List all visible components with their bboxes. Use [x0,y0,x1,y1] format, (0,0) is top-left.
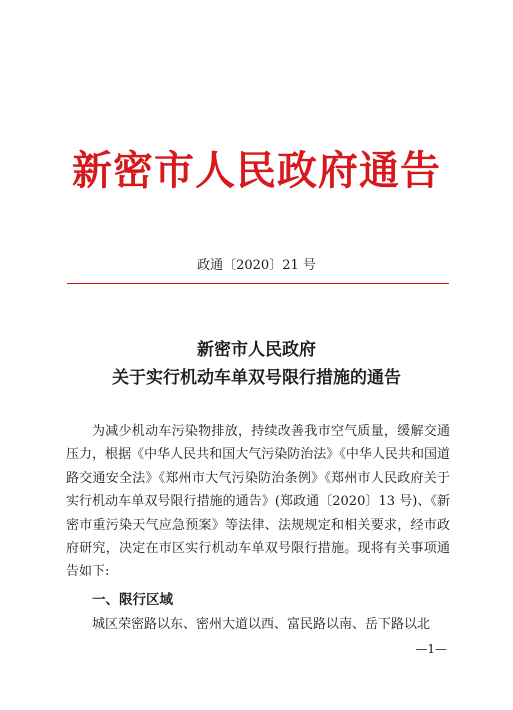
body-paragraph: 为减少机动车污染物排放，持续改善我市空气质量，缓解交通压力，根据《中华人民共和国大气污染防治法》《中华人民共和国道路交通安全法》《郑州市大气污染防治条例》《郑州市人民政府关于实行机动车单双号限行措施的通告》(郑政通〔2020〕13 号)、《新密市重污染天气应急预案》等法律、法规规定和相关要求，经市政府研究，决定在市区实行机动车单双号限行措施。现将有关事项通告如下: [66,424,450,580]
masthead-title: 新密市人民政府通告 [72,147,441,194]
red-divider-line [67,283,449,284]
section-text-restricted-area: 城区荣密路以东、密州大道以西、富民路以南、岳下路以北 [92,617,431,632]
section-heading-restricted-area: 一、限行区域 [92,592,173,608]
notice-title [0,336,513,392]
document-number: 政通〔2020〕21 号 [197,258,316,273]
notice-title-line1: 新密市人民政府 [197,340,316,360]
page-number: —1— [415,642,447,656]
notice-title-line2: 关于实行机动车单双号限行措施的通告 [112,368,401,388]
